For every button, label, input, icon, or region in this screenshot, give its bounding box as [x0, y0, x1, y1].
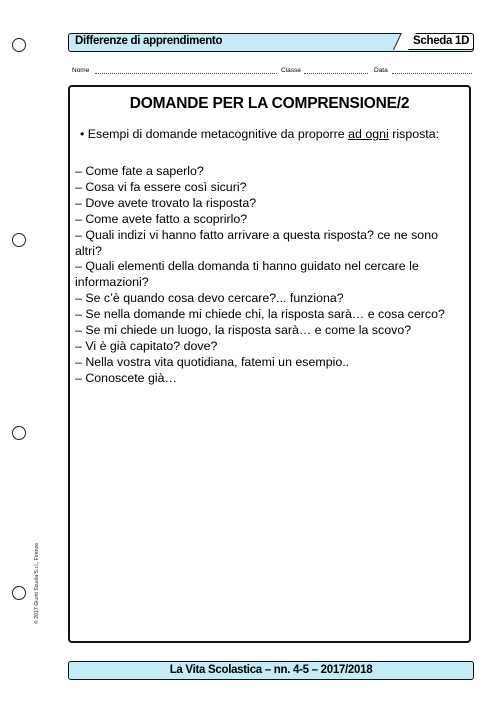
intro-prefix: • Esempi di domande metacognitive da proporre [80, 127, 349, 141]
question-item: – Se nella domande mi chiede chi, la risposta sarà… e cosa cerco? [75, 307, 445, 322]
classe-line[interactable] [304, 73, 368, 74]
intro-text [80, 126, 455, 142]
question-item: – Se c’è quando cosa devo cercare?... funziona? [75, 291, 344, 306]
classe-label: Classe [281, 67, 301, 74]
intro-suffix: risposta: [388, 127, 440, 141]
scheda-tab [402, 33, 474, 50]
student-fields [72, 67, 472, 79]
question-item: – Conoscete già… [75, 370, 177, 385]
scheda-label: Scheda 1D [413, 35, 470, 47]
footer-text: La Vita Scolastica – nn. 4-5 – 2017/2018 [169, 664, 373, 676]
question-item: – Cosa vi fa essere così sicuri? [75, 179, 247, 194]
content-box [68, 85, 471, 643]
sheet-title: DOMANDE PER LA COMPRENSIONE/2 [129, 95, 410, 112]
footer-bar [68, 661, 474, 680]
nome-line[interactable] [95, 73, 277, 74]
question-item: – Se mi chiede un luogo, la risposta sarà… e come la scovo? [75, 323, 412, 338]
copyright-notice: © 2017 Giunti Scuola S.r.l., Firenze [34, 542, 40, 624]
binder-hole [12, 38, 26, 52]
binder-hole [12, 233, 26, 247]
data-label: Data [374, 67, 388, 74]
section-title: Differenze di apprendimento [75, 35, 223, 47]
nome-label: Nome [72, 67, 90, 74]
question-item: – Quali elementi della domanda ti hanno guidato nel cercare le informazioni? [75, 259, 419, 290]
question-item: – Come fate a saperlo? [75, 164, 204, 178]
binder-hole [12, 426, 26, 440]
question-item: – Dove avete trovato la risposta? [75, 195, 257, 210]
intro-underlined: ad ogni [348, 127, 389, 141]
header-bar [68, 33, 474, 52]
question-list [75, 164, 460, 387]
question-item: – Come avete fatto a scoprirlo? [75, 211, 248, 226]
question-item: – Nella vostra vita quotidiana, fatemi un esempio.. [75, 354, 350, 369]
question-item: – Quali indizi vi hanno fatto arrivare a questa risposta? ce ne sono altri? [75, 227, 438, 258]
data-line[interactable] [392, 73, 472, 74]
binder-hole [12, 586, 26, 600]
question-item: – Vi è già capitato? dove? [75, 338, 218, 353]
